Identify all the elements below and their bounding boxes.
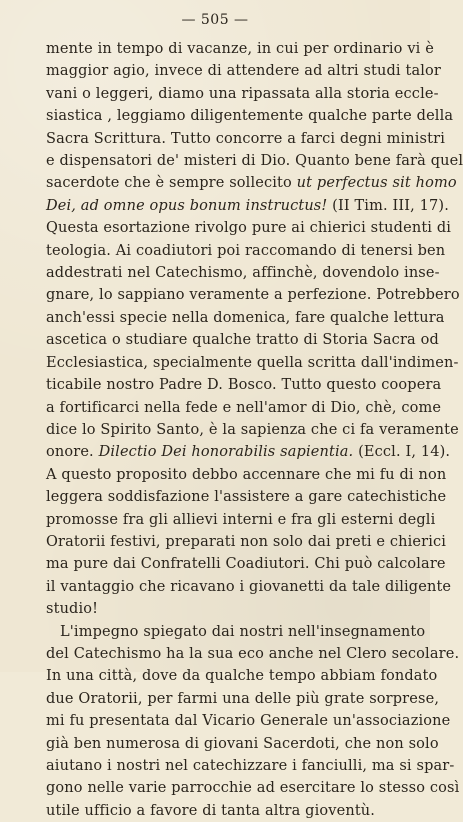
latin-quote: ut perfectus sit homo <box>296 175 457 192</box>
text-line: gnare, lo sappiano veramente a perfezione. Potrebbero <box>46 287 460 304</box>
text-line: Sacra Scrittura. Tutto concorre a farci degni ministri <box>46 130 445 147</box>
text-line: mente in tempo di vacanze, in cui per ordinario vi è <box>46 41 434 57</box>
text-line <box>46 172 457 194</box>
text-segment: sacerdote che è sempre sollecito <box>46 175 297 192</box>
text-line: mi fu presentata dal Vicario Generale un'associazione <box>46 713 451 730</box>
text-line: Questa esortazione rivolgo pure ai chierici studenti di <box>46 220 452 237</box>
text-line: due Oratorii, per farmi una delle più grate sorprese, <box>46 690 440 707</box>
text-line: già ben numerosa di giovani Sacerdoti, che non solo <box>46 735 439 752</box>
latin-quote: Dilectio Dei honorabilis sapientia. <box>98 444 354 461</box>
body-text <box>46 38 463 822</box>
text-line: e dispensatori de' misteri di Dio. Quanto bene farà quel <box>46 153 463 170</box>
text-line: del Catechismo ha la sua eco anche nel Clero secolare. <box>46 645 460 662</box>
text-line: anch'essi specie nella domenica, fare qualche lettura <box>46 309 445 326</box>
text-line <box>46 195 449 217</box>
page-number: — 505 — <box>181 12 249 28</box>
text-line: studio! <box>46 601 99 618</box>
text-line: In una città, dove da qualche tempo abbiam fondato <box>46 668 438 685</box>
text-line: siastica , leggiamo diligentemente qualche parte della <box>46 108 454 125</box>
text-line: gono nelle varie parrocchie ad esercitare lo stesso così <box>46 780 460 797</box>
text-line: ticabile nostro Padre D. Bosco. Tutto questo coopera <box>46 377 442 394</box>
citation: (Eccl. I, 14). <box>353 444 451 461</box>
latin-quote: Dei, ad omne opus bonum instructus! <box>46 197 328 214</box>
text-line: vani o leggeri, diamo una ripassata alla storia eccle- <box>46 85 439 102</box>
text-line: ascetica o studiare qualche tratto di Storia Sacra od <box>46 332 439 349</box>
text-line: Oratorii festivi, preparati non solo dai preti e chierici <box>46 533 447 550</box>
text-line: maggior agio, invece di attendere ad altri studi talor <box>46 63 441 80</box>
text-line: leggera soddisfazione l'assistere a gare catechistiche <box>46 489 447 506</box>
text-line: promosse fra gli allievi interni e fra gli esterni degli <box>46 511 436 528</box>
text-line: aiutano i nostri nel catechizzare i fanciulli, ma si spar- <box>46 758 455 774</box>
text-line: Ecclesiastica, specialmente quella scritta dall'indimen- <box>46 354 459 371</box>
text-line <box>46 441 451 463</box>
text-line: A questo proposito debbo accennare che mi fu di non <box>46 466 447 483</box>
citation: (II Tim. III, 17). <box>327 197 449 214</box>
text-segment: onore. <box>46 444 99 461</box>
text-line: utile ufficio a favore di tanta altra gioventù. <box>46 802 376 819</box>
text-line: ma pure dai Confratelli Coadiutori. Chi può calcolare <box>46 556 446 573</box>
text-line: L'impegno spiegato dai nostri nell'insegnamento <box>60 623 426 640</box>
text-line: addestrati nel Catechismo, affinchè, dovendolo inse- <box>46 265 440 282</box>
paragraph-2 <box>46 621 460 822</box>
text-line: a fortificarci nella fede e nell'amor di Dio, chè, come <box>46 399 442 416</box>
text-line: dice lo Spirito Santo, è la sapienza che ci fa veramente <box>46 421 459 438</box>
text-line: il vantaggio che ricavano i giovanetti da tale diligente <box>46 578 452 595</box>
paragraph-1 <box>46 38 463 621</box>
text-line: teologia. Ai coadiutori poi raccomando di tenersi ben <box>46 242 446 259</box>
